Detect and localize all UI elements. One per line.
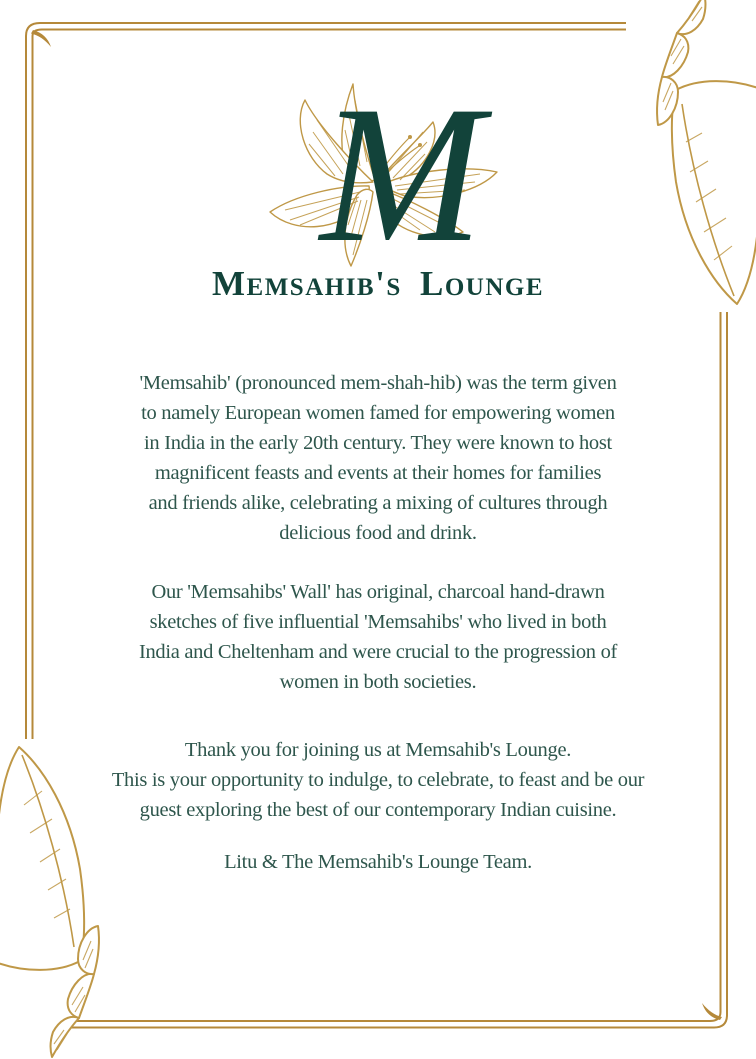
- brand-wordmark: Memsahib's Lounge: [211, 264, 544, 303]
- paragraph-memsahibs-wall: [0, 577, 756, 697]
- paragraph-thank-you: [0, 735, 756, 825]
- text-line: Thank you for joining us at Memsahib's Lounge.: [184, 739, 572, 761]
- logo-monogram: M: [320, 66, 484, 283]
- logo: [0, 66, 756, 283]
- corner-flourish-top-left: [31, 30, 51, 47]
- text-line: delicious food and drink.: [279, 522, 477, 544]
- text-line: in India in the early 20th century. They were known to host: [144, 432, 612, 454]
- text-line: Litu & The Memsahib's Lounge Team.: [224, 851, 532, 873]
- text-line: This is your opportunity to indulge, to celebrate, to feast and be our: [111, 769, 645, 791]
- text-line: women in both societies.: [279, 671, 477, 693]
- paragraph-about-memsahib: [0, 368, 756, 548]
- text-line: sketches of five influential 'Memsahibs' who lived in both: [149, 611, 607, 633]
- text-line: 'Memsahib' (pronounced mem-shah-hib) was the term given: [139, 372, 617, 394]
- intro-text: [0, 368, 756, 877]
- text-line: guest exploring the best of our contemporary Indian cuisine.: [139, 799, 617, 821]
- text-line: India and Cheltenham and were crucial to the progression of: [138, 641, 618, 663]
- text-line: and friends alike, celebrating a mixing of cultures through: [148, 492, 608, 514]
- paragraph-signoff: [0, 847, 756, 877]
- text-line: to namely European women famed for empowering women: [141, 402, 615, 424]
- text-line: Our 'Memsahibs' Wall' has original, charcoal hand-drawn: [151, 581, 605, 603]
- text-line: magnificent feasts and events at their homes for families: [154, 462, 602, 484]
- corner-flourish-bottom-right: [702, 1003, 722, 1020]
